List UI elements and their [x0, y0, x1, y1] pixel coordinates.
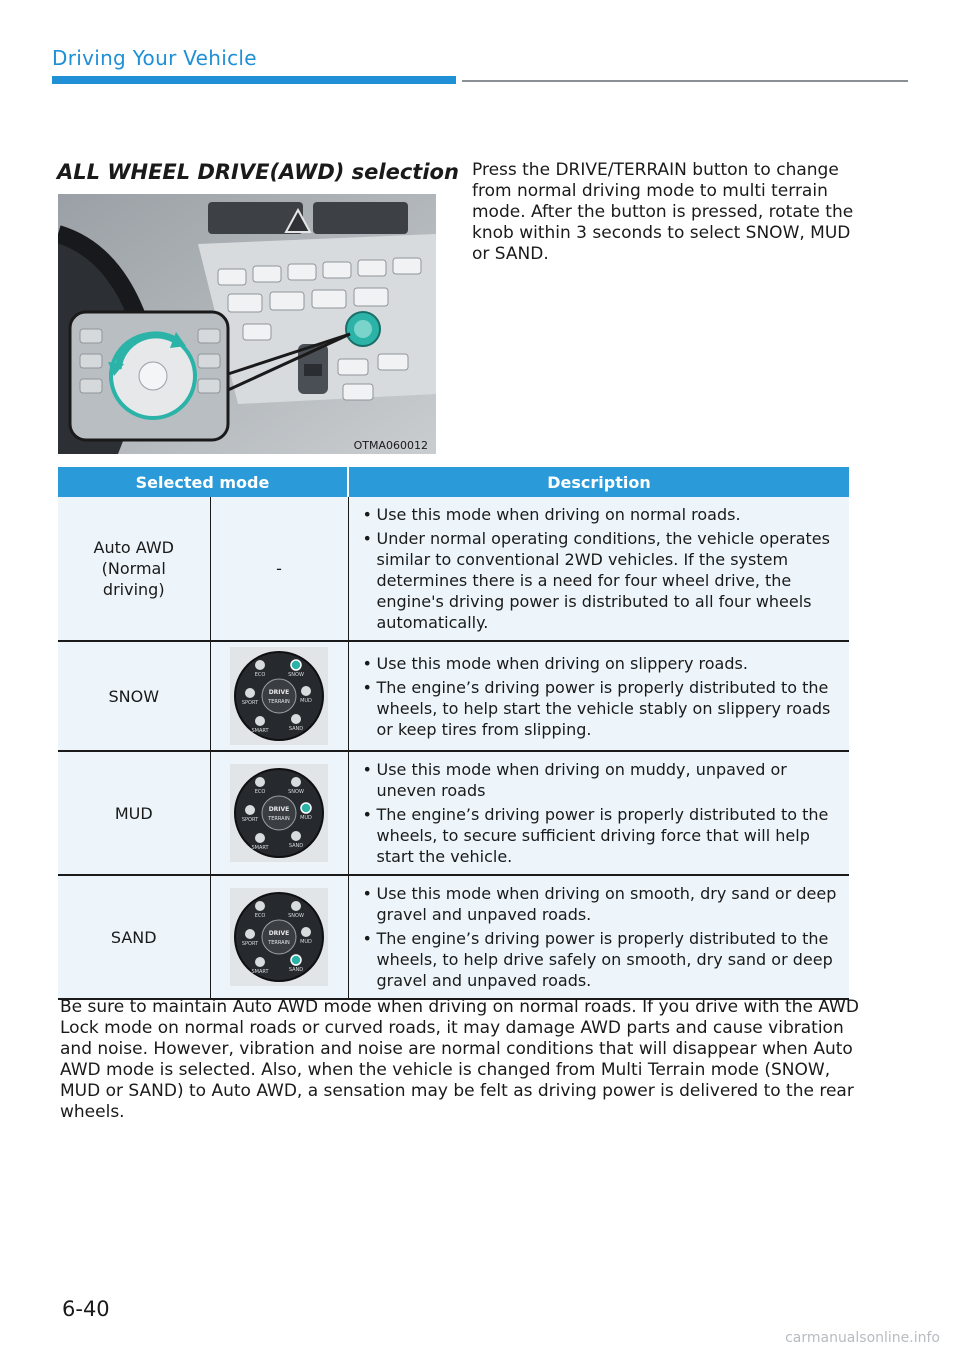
svg-text:SNOW: SNOW — [288, 672, 304, 678]
svg-text:ECO: ECO — [254, 789, 266, 795]
section-title: ALL WHEEL DRIVE(AWD) selection — [57, 160, 459, 184]
photo-caption: OTMA060012 — [353, 439, 428, 452]
mode-label: SAND — [110, 927, 157, 947]
table-row — [58, 497, 849, 641]
svg-text:SPORT: SPORT — [241, 941, 259, 947]
svg-text:SAND: SAND — [288, 843, 304, 849]
mode-cell — [58, 751, 210, 875]
description-bullet: • Use this mode when driving on slippery roads. — [361, 653, 844, 674]
page-number: 6-40 — [62, 1297, 110, 1321]
intro-paragraph: Press the DRIVE/TERRAIN button to change from normal driving mode to multi terrain mode. After the button is pressed, rotate the knob within 3 seconds to select SNOW, MUD or SAND. — [472, 160, 854, 264]
footer-paragraph: Be sure to maintain Auto AWD mode when driving on normal roads. If you drive with the AWD Lock mode on normal roads or curved roads, it may damage AWD parts and cause vibration and noise. However, vibration and noise are normal conditions that will disappear when Auto AWD mode is selected. Also, when the vehicle is changed from Multi Terrain mode (SNOW, MUD or SAND) to Auto AWD, a sensation may be felt as driving power is delivered to the rear wheels. — [60, 997, 859, 1122]
description-bullet: • Under normal operating conditions, the vehicle operates similar to conventional 2WD vehicles. If the system determines there is a need for four wheel drive, the engine's driving power is distributed to all four wheels automatically. — [361, 528, 844, 633]
description-bullet: • Use this mode when driving on normal roads. — [361, 504, 844, 525]
mode-label: MUD — [114, 803, 153, 823]
description-bullet: • The engine’s driving power is properly distributed to the wheels, to help start the vehicle stably on slippery roads or keep tires from slipping. — [361, 677, 844, 740]
dashboard-illustration — [58, 194, 436, 454]
svg-text:SPORT: SPORT — [241, 817, 259, 823]
svg-text:SAND: SAND — [288, 967, 304, 973]
description-cell — [348, 751, 849, 875]
terrain-knob-sand-icon — [230, 888, 328, 986]
table-row — [58, 641, 849, 751]
svg-text:SMART: SMART — [251, 728, 269, 734]
svg-text:ECO: ECO — [254, 672, 266, 678]
description-bullet: • The engine’s driving power is properly distributed to the wheels, to secure sufficient driving force that will help start the vehicle. — [361, 804, 844, 867]
terrain-knob-mud-icon — [230, 764, 328, 862]
svg-text:MUD: MUD — [300, 815, 312, 821]
description-cell — [348, 875, 849, 999]
svg-text:ECO: ECO — [254, 913, 266, 919]
svg-text:MUD: MUD — [300, 939, 312, 945]
svg-text:SMART: SMART — [251, 845, 269, 851]
svg-text:SAND: SAND — [288, 726, 304, 732]
column-header-mode: Selected mode — [58, 467, 348, 497]
svg-text:TERRAIN: TERRAIN — [268, 940, 290, 946]
svg-text:TERRAIN: TERRAIN — [268, 816, 290, 822]
icon-cell — [210, 751, 348, 875]
description-cell — [348, 497, 849, 641]
terrain-knob-snow-icon — [230, 647, 328, 745]
svg-text:MUD: MUD — [300, 698, 312, 704]
header-section-title: Driving Your Vehicle — [52, 46, 257, 70]
description-bullet: • Use this mode when driving on smooth, dry sand or deep gravel and unpaved roads. — [361, 883, 844, 925]
svg-text:DRIVE: DRIVE — [268, 930, 290, 937]
header-bar-accent — [52, 76, 456, 84]
table-row — [58, 875, 849, 999]
watermark: carmanualsonline.info — [785, 1330, 940, 1346]
description-bullet: • Use this mode when driving on muddy, unpaved or uneven roads — [361, 759, 844, 801]
mode-label: (Normal — [101, 559, 166, 578]
mode-table — [58, 467, 849, 1000]
description-cell — [348, 641, 849, 751]
svg-text:TERRAIN: TERRAIN — [268, 699, 290, 705]
mode-cell — [58, 641, 210, 751]
mode-label: driving) — [102, 580, 165, 599]
table-row — [58, 751, 849, 875]
icon-cell — [210, 641, 348, 751]
mode-label: Auto AWD — [93, 538, 174, 557]
header-bar-rule — [462, 80, 908, 82]
icon-cell: - — [210, 497, 348, 641]
svg-text:SNOW: SNOW — [288, 913, 304, 919]
column-header-description: Description — [348, 467, 849, 497]
dashboard-photo — [58, 194, 436, 454]
svg-text:DRIVE: DRIVE — [268, 689, 290, 696]
svg-text:SNOW: SNOW — [288, 789, 304, 795]
svg-text:SMART: SMART — [251, 969, 269, 975]
table-header-row — [58, 467, 849, 497]
svg-text:DRIVE: DRIVE — [268, 806, 290, 813]
svg-text:SPORT: SPORT — [241, 700, 259, 706]
description-bullet: • The engine’s driving power is properly distributed to the wheels, to help drive safely on smooth, dry sand or deep gravel and unpaved roads. — [361, 928, 844, 991]
icon-cell — [210, 875, 348, 999]
mode-cell — [58, 875, 210, 999]
mode-label: SNOW — [108, 686, 160, 706]
mode-cell — [58, 497, 210, 641]
